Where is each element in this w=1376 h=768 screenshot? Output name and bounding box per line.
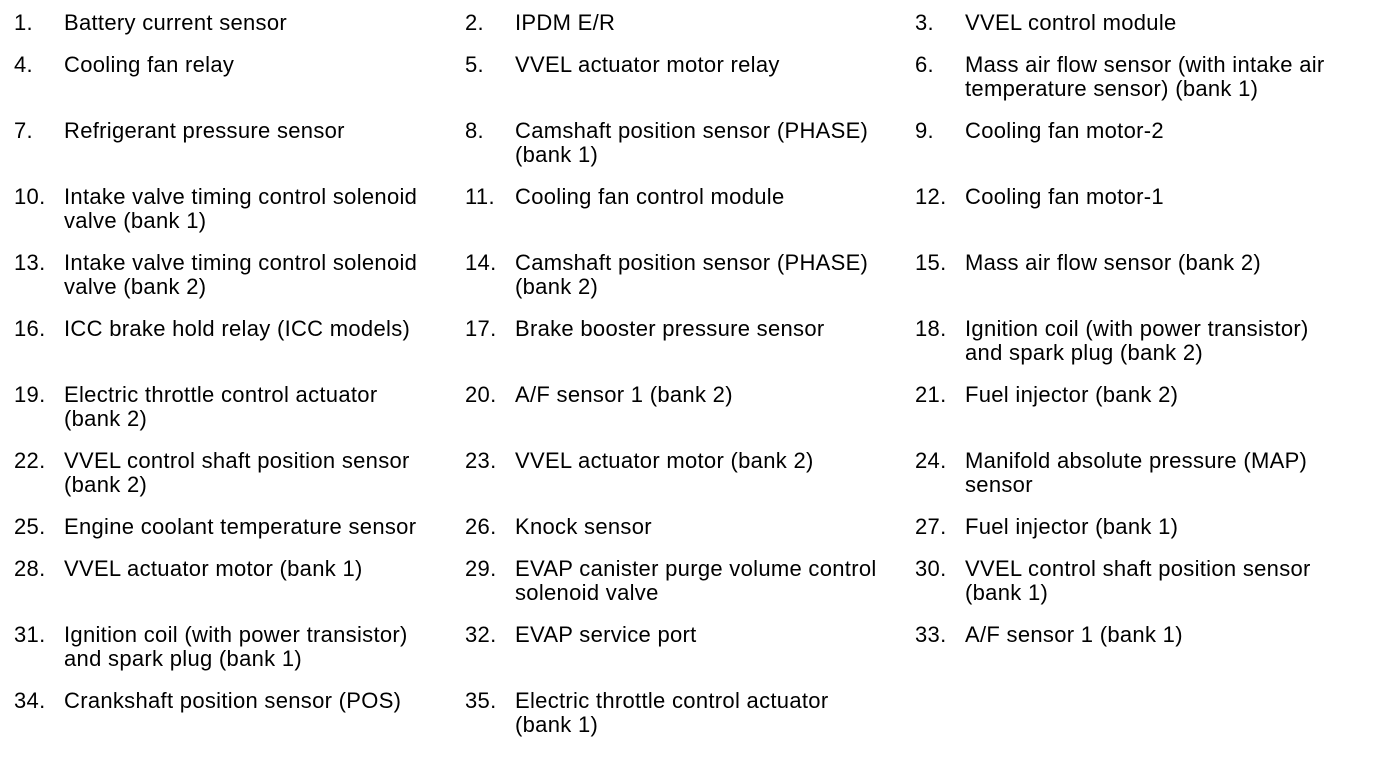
legend-item	[14, 185, 465, 233]
item-label: Ignition coil (with power transistor) and spark plug (bank 2)	[965, 316, 1309, 365]
item-number: 10.	[14, 184, 46, 209]
item-label: Brake booster pressure sensor	[515, 316, 825, 341]
item-number: 4.	[14, 52, 33, 77]
item-number: 23.	[465, 448, 497, 473]
item-number: 17.	[465, 316, 497, 341]
item-number: 15.	[915, 250, 947, 275]
legend-item	[915, 317, 1376, 365]
item-label: EVAP service port	[515, 622, 697, 647]
item-label: VVEL control module	[965, 10, 1177, 35]
legend-item	[915, 449, 1376, 497]
legend-item	[14, 251, 465, 299]
item-number: 7.	[14, 118, 33, 143]
item-label: Cooling fan relay	[64, 52, 235, 77]
item-number: 11.	[465, 184, 495, 209]
item-number: 13.	[14, 250, 46, 275]
item-label: Intake valve timing control solenoid valve (bank 1)	[64, 184, 418, 233]
item-label: Mass air flow sensor (with intake air temperature sensor) (bank 1)	[965, 52, 1325, 101]
item-number: 25.	[14, 514, 46, 539]
item-number: 9.	[915, 118, 934, 143]
legend-item	[465, 623, 915, 671]
legend-item	[915, 251, 1376, 299]
legend-item	[465, 53, 915, 101]
legend-item	[14, 449, 465, 497]
item-number: 35.	[465, 688, 497, 713]
item-number: 21.	[915, 382, 947, 407]
item-number: 26.	[465, 514, 497, 539]
item-label: Camshaft position sensor (PHASE) (bank 2)	[515, 250, 869, 299]
item-label: Intake valve timing control solenoid valve (bank 2)	[64, 250, 418, 299]
item-label: VVEL actuator motor (bank 1)	[64, 556, 363, 581]
item-label: IPDM E/R	[515, 10, 616, 35]
legend-item	[465, 185, 915, 233]
item-number: 5.	[465, 52, 484, 77]
item-label: Ignition coil (with power transistor) and spark plug (bank 1)	[64, 622, 408, 671]
legend-item	[465, 119, 915, 167]
legend-item	[465, 317, 915, 365]
item-number: 16.	[14, 316, 46, 341]
legend-item	[14, 623, 465, 671]
legend-item	[14, 557, 465, 605]
legend-item	[14, 53, 465, 101]
item-number: 19.	[14, 382, 46, 407]
item-number: 8.	[465, 118, 484, 143]
item-number: 12.	[915, 184, 947, 209]
legend-item	[14, 317, 465, 365]
item-number: 24.	[915, 448, 947, 473]
legend-item	[465, 449, 915, 497]
item-label: Cooling fan control module	[515, 184, 785, 209]
legend-item	[915, 623, 1376, 671]
item-label: VVEL actuator motor (bank 2)	[515, 448, 814, 473]
legend-item	[915, 383, 1376, 431]
item-label: Fuel injector (bank 1)	[965, 514, 1179, 539]
legend-item	[14, 383, 465, 431]
item-label: Cooling fan motor-2	[965, 118, 1164, 143]
item-label: Refrigerant pressure sensor	[64, 118, 345, 143]
item-number: 34.	[14, 688, 46, 713]
legend-item	[915, 557, 1376, 605]
item-label: A/F sensor 1 (bank 1)	[965, 622, 1183, 647]
legend-item	[465, 11, 915, 35]
item-number: 22.	[14, 448, 46, 473]
item-label: Electric throttle control actuator (bank 1)	[515, 688, 829, 737]
legend-item	[465, 515, 915, 539]
item-number: 2.	[465, 10, 484, 35]
legend-item	[14, 689, 465, 737]
item-label: Crankshaft position sensor (POS)	[64, 688, 402, 713]
item-number: 31.	[14, 622, 46, 647]
legend-item	[465, 251, 915, 299]
legend-item	[915, 515, 1376, 539]
item-label: Fuel injector (bank 2)	[965, 382, 1179, 407]
item-label: Mass air flow sensor (bank 2)	[965, 250, 1262, 275]
item-number: 27.	[915, 514, 947, 539]
legend-item	[915, 119, 1376, 167]
item-label: Camshaft position sensor (PHASE) (bank 1)	[515, 118, 869, 167]
item-number: 6.	[915, 52, 934, 77]
item-label: Engine coolant temperature sensor	[64, 514, 417, 539]
legend-item	[14, 515, 465, 539]
legend-item	[915, 185, 1376, 233]
item-number: 33.	[915, 622, 947, 647]
item-label: Electric throttle control actuator (bank 2)	[64, 382, 378, 431]
legend-item	[14, 11, 465, 35]
item-label: A/F sensor 1 (bank 2)	[515, 382, 733, 407]
legend-item	[14, 119, 465, 167]
item-label: Cooling fan motor-1	[965, 184, 1164, 209]
legend-item	[915, 53, 1376, 101]
item-number: 32.	[465, 622, 497, 647]
item-label: VVEL actuator motor relay	[515, 52, 780, 77]
legend-item	[465, 383, 915, 431]
item-label: Battery current sensor	[64, 10, 288, 35]
item-number: 29.	[465, 556, 497, 581]
item-label: EVAP canister purge volume control solenoid valve	[515, 556, 877, 605]
item-number: 14.	[465, 250, 497, 275]
item-label: VVEL control shaft position sensor (bank 2)	[64, 448, 410, 497]
item-number: 20.	[465, 382, 497, 407]
item-label: Knock sensor	[515, 514, 652, 539]
legend-item	[465, 557, 915, 605]
item-label: VVEL control shaft position sensor (bank 1)	[965, 556, 1311, 605]
item-label: ICC brake hold relay (ICC models)	[64, 316, 411, 341]
item-number: 28.	[14, 556, 46, 581]
item-number: 3.	[915, 10, 934, 35]
item-label: Manifold absolute pressure (MAP) sensor	[965, 448, 1308, 497]
legend-item	[915, 11, 1376, 35]
item-number: 18.	[915, 316, 947, 341]
item-number: 30.	[915, 556, 947, 581]
legend-item	[465, 689, 915, 737]
item-number: 1.	[14, 10, 33, 35]
